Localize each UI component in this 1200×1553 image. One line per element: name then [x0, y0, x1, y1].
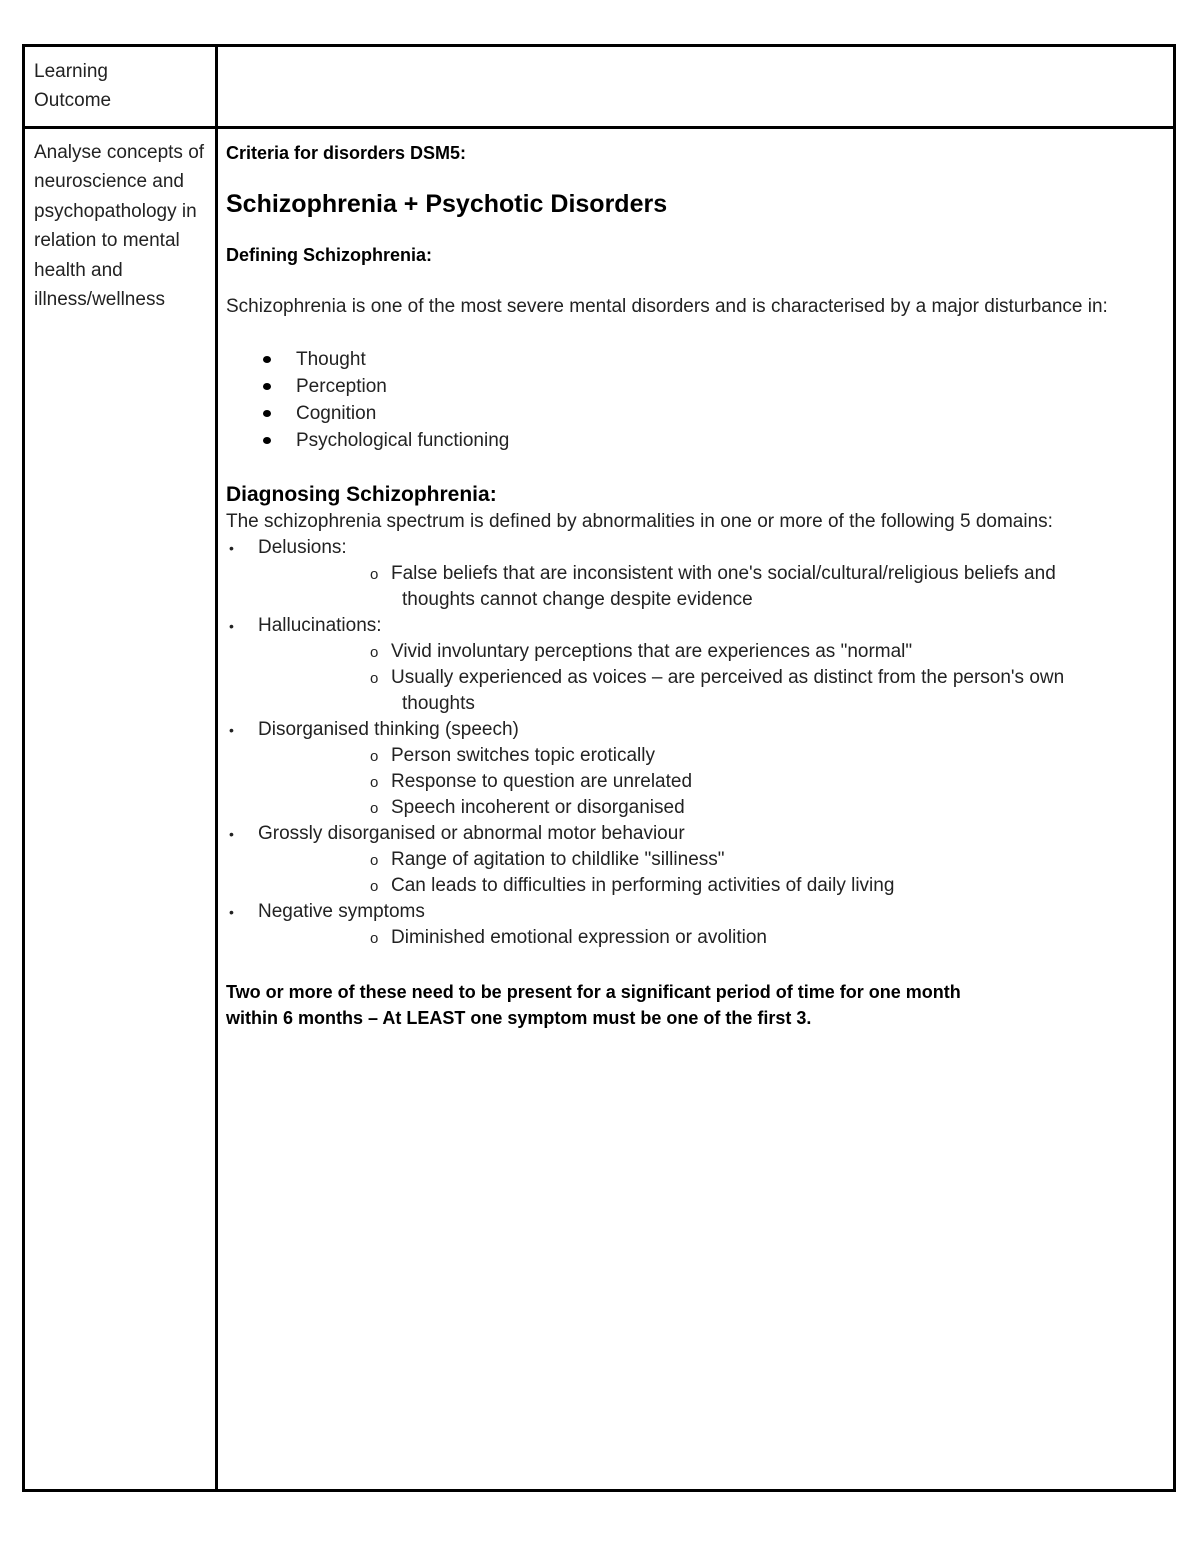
bullet-dot-icon: [263, 356, 271, 363]
list-item: o Person switches topic erotically: [226, 743, 1171, 769]
bullet-icon: •: [229, 826, 234, 842]
list-item: Thought: [226, 346, 1171, 373]
list-item: o Response to question are unrelated: [226, 769, 1171, 795]
list-item: o False beliefs that are inconsistent with one's social/cultural/religious beliefs and thoughts cannot change despite evidence: [370, 563, 1056, 610]
domain-item-disorganised-thinking: • Disorganised thinking (speech) o Person switches topic erotically o Response to question are unrelated o Speech incoherent or disorganised: [226, 717, 1171, 821]
domain-list: [226, 535, 1171, 951]
circle-bullet-icon: o: [370, 566, 379, 583]
bullet-icon: •: [229, 722, 234, 738]
diagnosing-heading: Diagnosing Schizophrenia:: [226, 483, 497, 506]
circle-bullet-icon: o: [370, 878, 379, 895]
conclusion-line1: Two or more of these need to be present for a significant period of time for one month: [226, 982, 961, 1002]
list-item: o Usually experienced as voices – are perceived as distinct from the person's own thoughts: [370, 667, 1065, 714]
learning-outcome-header: [34, 57, 204, 115]
bullet-icon: •: [229, 904, 234, 920]
learning-outcome-label-line1: Learning: [34, 61, 108, 82]
list-item: o Diminished emotional expression or avolition: [226, 925, 1171, 951]
circle-bullet-icon: o: [370, 852, 379, 869]
circle-bullet-icon: o: [370, 930, 379, 947]
circle-bullet-icon: o: [370, 748, 379, 765]
disturbance-list: [226, 346, 1171, 454]
circle-bullet-icon: o: [370, 644, 379, 661]
bullet-dot-icon: [263, 437, 271, 444]
bullet-dot-icon: [263, 410, 271, 417]
domain-item-motor-behaviour: • Grossly disorganised or abnormal motor behaviour o Range of agitation to childlike "silliness" o Can leads to difficulties in performing activities of daily living: [226, 821, 1171, 899]
learning-outcome-label-line2: Outcome: [34, 90, 112, 111]
bullet-icon: •: [229, 540, 234, 556]
list-item: Cognition: [226, 400, 1171, 427]
list-item: o Range of agitation to childlike "silliness": [226, 847, 1171, 873]
bullet-dot-icon: [263, 383, 271, 390]
list-item: Perception: [226, 373, 1171, 400]
column-divider: [215, 47, 218, 1489]
domain-item-negative-symptoms: • Negative symptoms o Diminished emotional expression or avolition: [226, 899, 1171, 951]
conclusion-text: [226, 979, 1171, 1031]
defining-paragraph: Schizophrenia is one of the most severe mental disorders and is characterised by a major disturbance in:: [226, 296, 1108, 317]
list-item: o Vivid involuntary perceptions that are experiences as "normal": [226, 639, 1171, 665]
circle-bullet-icon: o: [370, 670, 379, 687]
bullet-icon: •: [229, 618, 234, 634]
domain-item-delusions: • Delusions: o False beliefs that are inconsistent with one's social/cultural/religious beliefs and thoughts cannot change despite evidence: [226, 535, 1171, 613]
row-divider: [25, 126, 1173, 129]
conclusion-line2: within 6 months – At LEAST one symptom must be one of the first 3.: [226, 1008, 812, 1028]
circle-bullet-icon: o: [370, 800, 379, 817]
domain-item-hallucinations: • Hallucinations: o Vivid involuntary perceptions that are experiences as "normal" o Usually experienced as voices – are perceived as distinct from the person's own thoughts: [226, 613, 1171, 717]
learning-outcome-text: Analyse concepts of neuroscience and psychopathology in relation to mental health and illness/wellness: [34, 142, 205, 311]
list-item: Psychological functioning: [226, 427, 1171, 454]
main-heading: Schizophrenia + Psychotic Disorders: [226, 190, 668, 218]
learning-outcome-table: [22, 44, 1176, 1492]
criteria-title: Criteria for disorders DSM5:: [226, 143, 467, 163]
list-item: o Speech incoherent or disorganised: [226, 795, 1171, 821]
list-item: o Can leads to difficulties in performing activities of daily living: [226, 873, 1171, 899]
diagnosing-intro: The schizophrenia spectrum is defined by abnormalities in one or more of the following 5 domains:: [226, 511, 1053, 532]
circle-bullet-icon: o: [370, 774, 379, 791]
content-cell: [226, 141, 1171, 1031]
defining-heading: Defining Schizophrenia:: [226, 245, 433, 265]
